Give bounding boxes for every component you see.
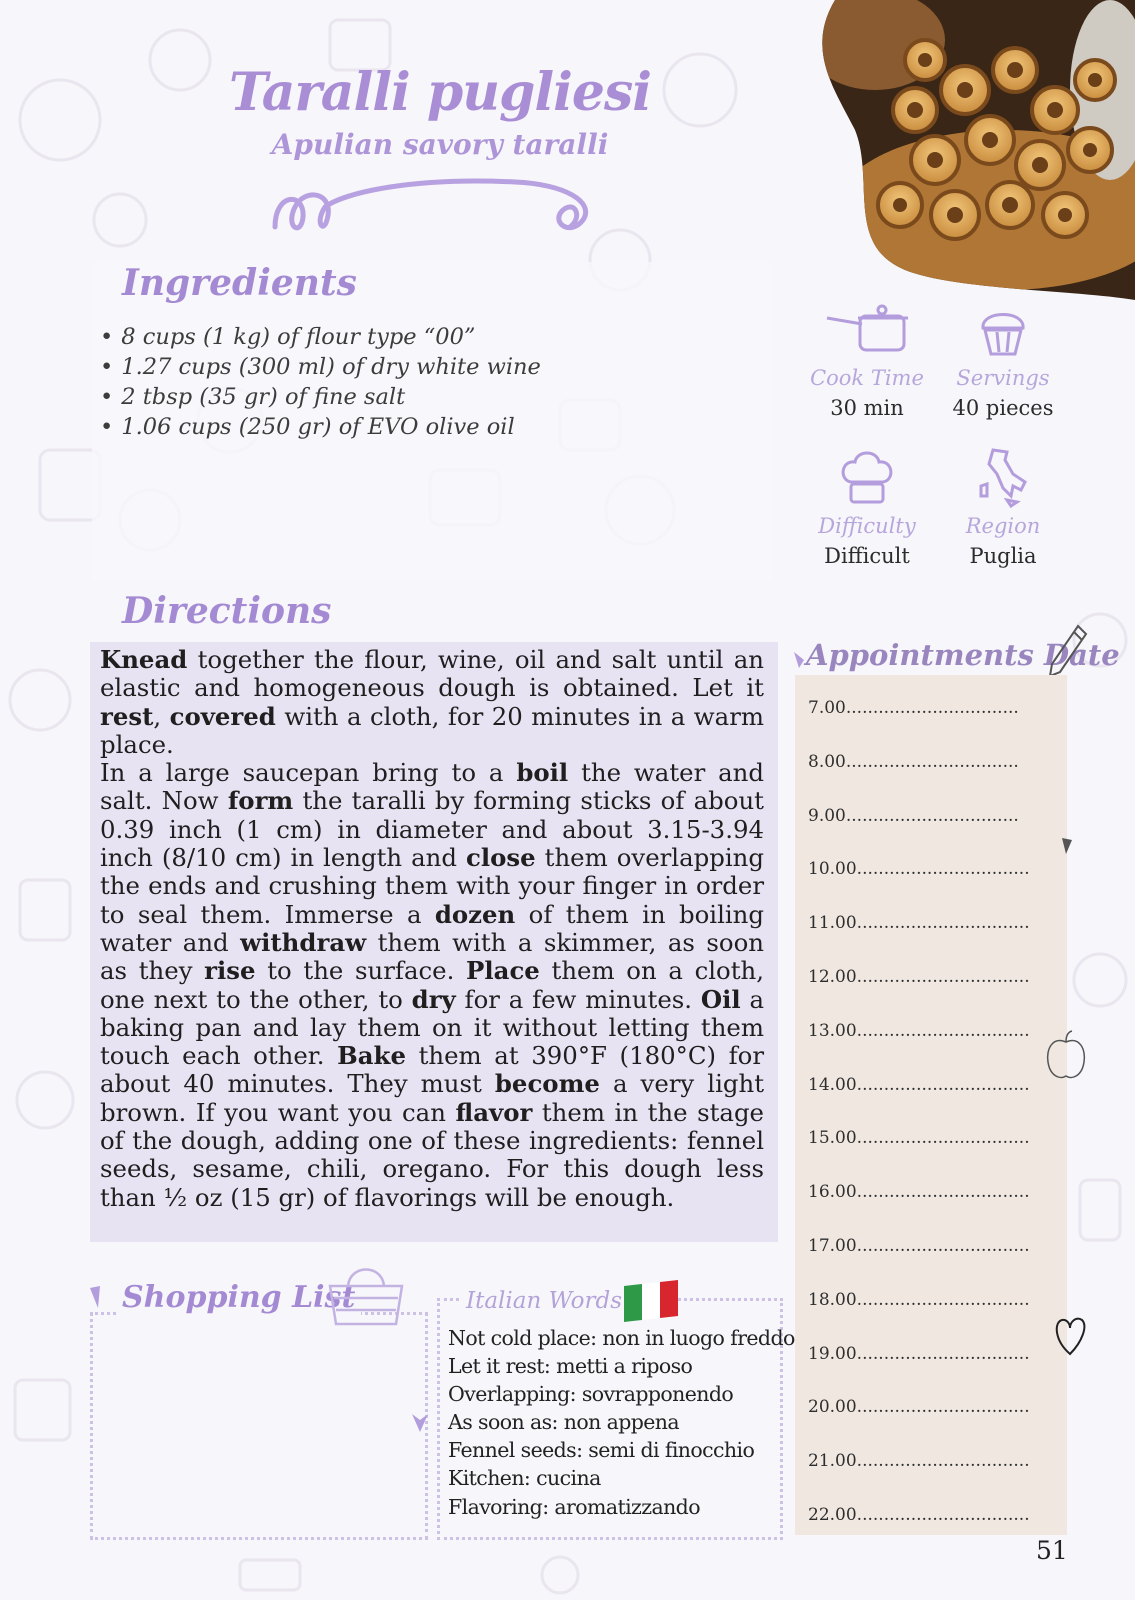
cook-time-value: 30 min xyxy=(830,396,904,420)
appointment-slot: 20.00................................ xyxy=(808,1397,1030,1418)
difficulty-info xyxy=(792,446,942,568)
saucepan-icon xyxy=(822,300,912,360)
appointment-slot: 15.00................................ xyxy=(808,1128,1030,1149)
ingredient-item: • 1.27 cups (300 ml) of dry white wine xyxy=(100,352,541,382)
appointment-slot: 22.00................................ xyxy=(808,1505,1030,1525)
directions-heading: Directions xyxy=(122,590,332,632)
italian-word-item: Let it rest: metti a riposo xyxy=(448,1354,693,1379)
directions-text xyxy=(100,646,764,1212)
difficulty-value: Difficult xyxy=(824,544,910,568)
italian-word-item: Flavoring: aromatizzando xyxy=(448,1494,700,1519)
italian-word-item: Kitchen: cucina xyxy=(448,1466,601,1491)
appointment-slot: 10.00................................ xyxy=(808,859,1030,880)
servings-info xyxy=(928,300,1078,420)
difficulty-label: Difficulty xyxy=(818,514,916,538)
appointment-slot: 11.00................................ xyxy=(808,913,1030,934)
servings-label: Servings xyxy=(956,366,1050,390)
italian-words-title: Italian Words xyxy=(460,1288,628,1314)
cook-time-label: Cook Time xyxy=(810,366,924,390)
appointment-slot: 9.00................................ xyxy=(808,805,1019,826)
appointment-slot: 16.00................................ xyxy=(808,1182,1030,1203)
appointment-slot: 21.00................................ xyxy=(808,1451,1030,1472)
heart-arrow-icon xyxy=(792,650,806,670)
page-number: 51 xyxy=(1036,1536,1068,1565)
apple-doodle-icon xyxy=(1044,1030,1088,1082)
decorative-swirl xyxy=(265,172,595,242)
italy-map-icon xyxy=(973,446,1033,508)
appointment-slot: 18.00................................ xyxy=(808,1289,1030,1310)
appointment-slot: 17.00................................ xyxy=(808,1236,1030,1256)
appointment-slot: 8.00................................ xyxy=(808,751,1019,772)
shopping-list-heading: Shopping List xyxy=(116,1280,361,1315)
shopping-list-box xyxy=(90,1312,428,1540)
italian-word-item: Not cold place: non in luogo freddo xyxy=(448,1326,795,1350)
chef-hat-icon xyxy=(837,446,897,508)
taralli-photo xyxy=(805,0,1135,300)
italian-flag-icon xyxy=(622,1280,680,1324)
region-info xyxy=(928,446,1078,568)
directions-paragraph: Knead together the flour, wine, oil and salt until an elastic and homogeneous dough is obtained. Let it rest, covered with a cloth, for 20 minutes in a warm place. xyxy=(100,645,764,759)
heart-doodle-icon xyxy=(1052,1312,1088,1358)
appointment-slot: 19.00................................ xyxy=(808,1343,1030,1364)
appointments-heading: Appointments Date xyxy=(806,638,1120,672)
ingredients-heading: Ingredients xyxy=(122,262,357,304)
heart-arrow-icon xyxy=(410,1412,430,1434)
italian-words-list xyxy=(448,1324,795,1521)
appointment-slot: 14.00................................ xyxy=(808,1074,1030,1095)
cook-time-info xyxy=(792,300,942,420)
ingredient-item: • 1.06 cups (250 gr) of EVO olive oil xyxy=(100,412,541,442)
ingredients-list xyxy=(100,322,541,442)
shopping-basket-icon xyxy=(326,1260,406,1330)
italian-word-item: Fennel seeds: semi di finocchio xyxy=(448,1438,755,1463)
italian-word-item: As soon as: non appena xyxy=(448,1410,680,1435)
cupcake-icon xyxy=(973,300,1033,360)
region-value: Puglia xyxy=(969,544,1037,568)
appointment-slot: 7.00................................ xyxy=(808,698,1019,718)
ingredient-item: • 2 tbsp (35 gr) of fine salt xyxy=(100,382,541,412)
recipe-title: Taralli pugliesi xyxy=(228,62,651,123)
italian-word-item: Overlapping: sovrapponendo xyxy=(448,1382,734,1407)
pencil-icon xyxy=(1048,622,1088,678)
directions-paragraph: In a large saucepan bring to a boil the water and salt. Now form the taralli by forming sticks of about 0.39 inch (1 cm) in diameter and about 3.15-3.94 inch (8/10 cm) in length and close them overlapping the ends and crushing them with your finger in order to seal them. Immerse a dozen of them in boiling water and withdraw them with a skimmer, as soon as they rise to the surface. Place them on a cloth, one next to the other, to dry for a few minutes. Oil a baking pan and lay them on it without letting them touch each other. Bake them at 390°F (180°C) for about 40 minutes. They must become a very light brown. If you want you can flavor them in the stage of the dough, adding one of these ingredients: fennel seeds, sesame, chili, oregano. For this dough less than ½ oz (15 gr) of flavorings will be enough. xyxy=(100,758,765,1212)
region-label: Region xyxy=(965,514,1041,538)
appointment-slot: 13.00................................ xyxy=(808,1020,1030,1041)
servings-value: 40 pieces xyxy=(952,396,1054,420)
recipe-subtitle: Apulian savory taralli xyxy=(271,128,609,161)
heart-arrow-icon xyxy=(88,1284,102,1310)
ingredient-item: • 8 cups (1 kg) of flour type “00” xyxy=(100,322,541,352)
appointment-slot: 12.00................................ xyxy=(808,967,1030,987)
bookmark-arrow-icon xyxy=(1060,836,1074,856)
